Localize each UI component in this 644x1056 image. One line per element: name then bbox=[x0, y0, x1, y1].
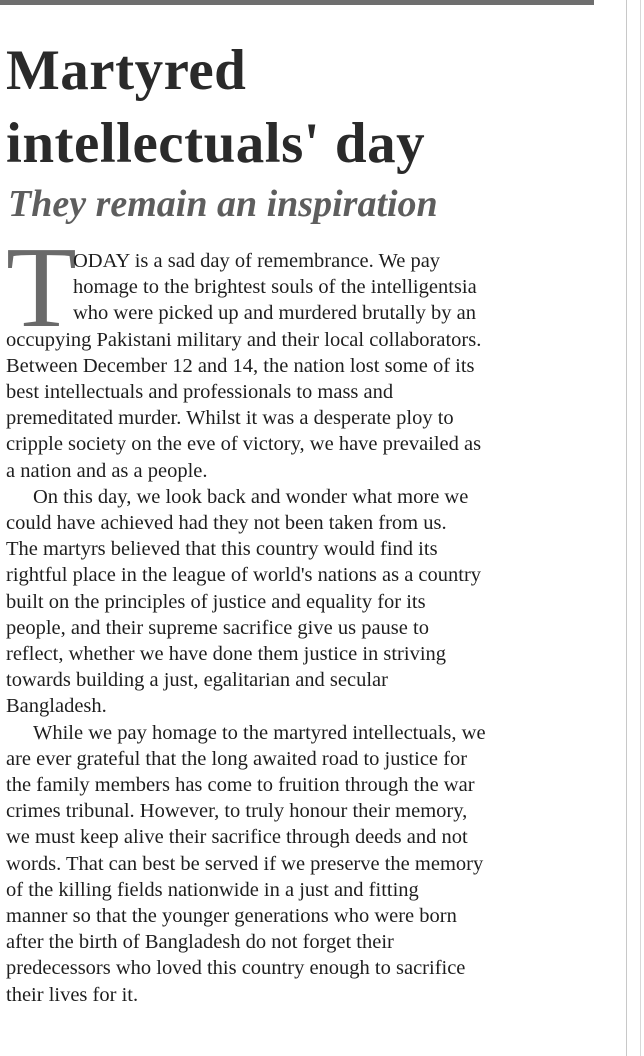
article-line: occupying Pakistani military and their local collaborators. bbox=[6, 328, 482, 351]
article-line: Between December 12 and 14, the nation lost some of its bbox=[6, 354, 475, 377]
drop-cap: T bbox=[6, 224, 77, 352]
article-line: their lives for it. bbox=[6, 983, 139, 1006]
column-divider bbox=[626, 0, 627, 1056]
article-line: premeditated murder. Whilst it was a desperate ploy to bbox=[6, 407, 454, 430]
article-line: towards building a just, egalitarian and secular bbox=[6, 669, 388, 692]
article-line: ODAY is a sad day of remembrance. We pay bbox=[73, 250, 441, 272]
page-edge-divider bbox=[640, 0, 641, 1056]
article-line: homage to the brightest souls of the intelligentsia bbox=[73, 276, 477, 299]
article-paragraph bbox=[6, 720, 600, 1008]
headline bbox=[6, 34, 616, 180]
article-line: The martyrs believed that this country would find its bbox=[6, 538, 438, 561]
article-line: cripple society on the eve of victory, we have prevailed as bbox=[6, 433, 482, 456]
article-line: On this day, we look back and wonder what more we bbox=[33, 485, 469, 508]
article-paragraph bbox=[6, 484, 600, 720]
article-line: of the killing fields nationwide in a just and fitting bbox=[6, 878, 419, 901]
article-line: crimes tribunal. However, to truly honour their memory, bbox=[6, 800, 468, 823]
article-line: could have achieved had they not been taken from us. bbox=[6, 512, 447, 535]
headline-line-2: intellectuals' day bbox=[6, 112, 426, 175]
article-line: rightful place in the league of world's nations as a country bbox=[6, 564, 482, 587]
article-line: who were picked up and murdered brutally by an bbox=[73, 302, 477, 325]
headline-line-1: Martyred bbox=[6, 39, 247, 102]
article-line: manner so that the younger generations who were born bbox=[6, 905, 457, 928]
article-line: words. That can best be served if we preserve the memory bbox=[6, 852, 484, 875]
article-line: the family members has come to fruition through the war bbox=[6, 774, 475, 797]
article-line: after the birth of Bangladesh do not forget their bbox=[6, 931, 394, 954]
article-line: While we pay homage to the martyred intellectuals, we bbox=[33, 721, 486, 744]
article-line: are ever grateful that the long awaited road to justice for bbox=[6, 747, 468, 770]
article-body bbox=[6, 248, 600, 1008]
article-line: a nation and as a people. bbox=[6, 459, 208, 482]
article-line: people, and their supreme sacrifice give us pause to bbox=[6, 616, 429, 639]
article-line: predecessors who loved this country enough to sacrifice bbox=[6, 957, 466, 980]
article-line: built on the principles of justice and equality for its bbox=[6, 590, 426, 613]
subheadline: They remain an inspiration bbox=[8, 183, 438, 225]
article-line: reflect, whether we have done them justice in striving bbox=[6, 643, 447, 666]
article-line: best intellectuals and professionals to mass and bbox=[6, 381, 394, 404]
article-line: Bangladesh. bbox=[6, 695, 107, 718]
article-paragraph bbox=[6, 248, 600, 484]
top-rule bbox=[0, 0, 594, 5]
article-line: we must keep alive their sacrifice through deeds and not bbox=[6, 826, 468, 849]
